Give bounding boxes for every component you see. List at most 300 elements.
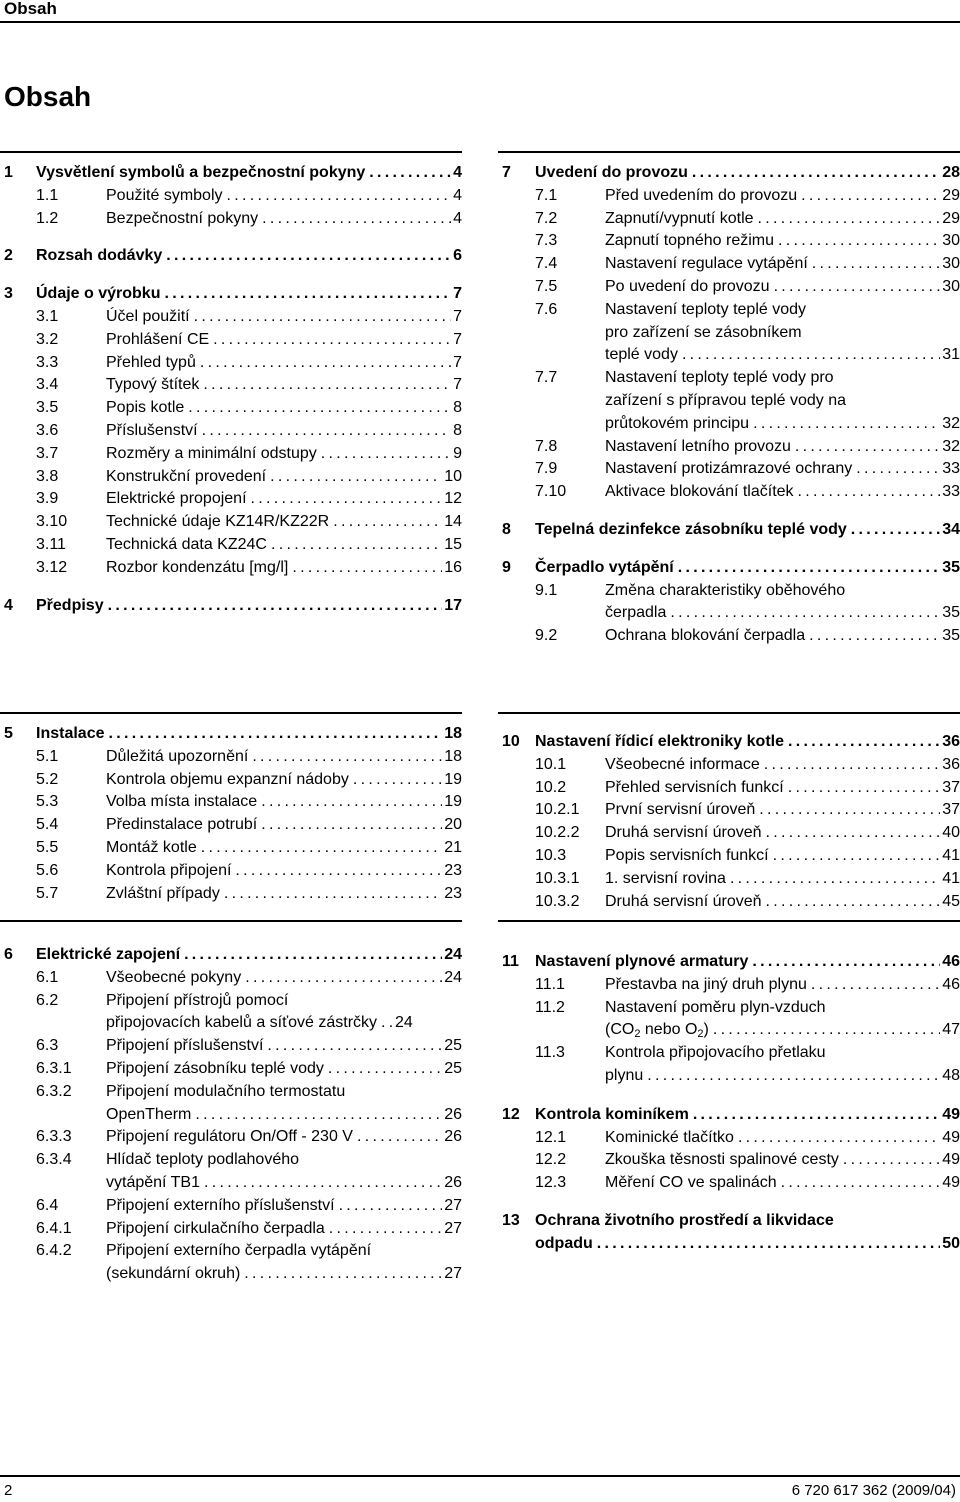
leader-dots <box>196 352 451 375</box>
item-title: Před uvedením do provozu <box>605 186 798 204</box>
item-title: Použité symboly <box>106 186 223 204</box>
toc-section-8[interactable] <box>502 519 960 542</box>
item-number: 3.5 <box>36 399 59 417</box>
page-number: 4 <box>453 209 462 227</box>
section-number: 8 <box>502 520 511 538</box>
item-number: 5.4 <box>36 816 59 834</box>
item-number: 10.3 <box>535 846 567 864</box>
section-title: Vysvětlení symbolů a bezpečnostní pokyny <box>36 164 366 181</box>
leader-dots <box>839 1149 940 1172</box>
section-number: 6 <box>4 946 13 963</box>
item-title: Kontrola objemu expanzní nádoby <box>106 770 349 788</box>
item-title-line: Změna charakteristiky oběhového <box>605 581 846 599</box>
page-number: 27 <box>444 1265 462 1283</box>
toc-item[interactable] <box>4 374 462 397</box>
item-title-line: Kontrola připojovacího přetlaku <box>605 1044 826 1062</box>
item-number: 10.1 <box>535 755 567 773</box>
divider <box>0 712 462 714</box>
leader-dots <box>365 162 451 185</box>
toc-item[interactable] <box>502 230 960 253</box>
item-number: 3.3 <box>36 353 59 371</box>
page-number: 23 <box>444 861 462 879</box>
item-number: 3.10 <box>36 513 68 531</box>
formula-text: ) <box>703 1021 709 1039</box>
page-number: 37 <box>942 778 960 796</box>
leader-dots <box>593 1233 940 1256</box>
page-number: 21 <box>444 838 462 856</box>
leader-dots <box>760 754 940 777</box>
section-number: 11 <box>502 953 519 970</box>
item-number: 12.3 <box>535 1174 567 1192</box>
item-number: 1.1 <box>36 186 59 204</box>
toc-section-2[interactable] <box>4 245 462 268</box>
toc-item[interactable] <box>502 845 960 868</box>
leader-dots <box>726 868 940 891</box>
leader-dots <box>317 443 451 466</box>
toc-item[interactable] <box>502 458 960 481</box>
item-number: 5.5 <box>36 838 59 856</box>
leader-dots <box>666 602 940 625</box>
toc-left-block-1 <box>4 162 462 617</box>
leader-dots <box>241 967 442 990</box>
page-number: 4 <box>453 164 462 181</box>
toc-right-block-2 <box>502 731 960 913</box>
toc-section-10[interactable] <box>502 731 960 754</box>
item-title: Zvláštní případy <box>106 884 220 902</box>
page-number: 24 <box>395 1014 413 1032</box>
page-number: 23 <box>444 884 462 902</box>
page-number: 7 <box>453 307 462 325</box>
toc-item-multiline[interactable] <box>4 1240 462 1286</box>
toc-item[interactable] <box>4 814 462 837</box>
page-number: 8 <box>453 399 462 417</box>
item-title: Kominické tlačítko <box>605 1128 734 1146</box>
toc-item[interactable] <box>502 868 960 891</box>
page-number: 36 <box>942 755 960 773</box>
item-title: Připojení cirkulačního čerpadla <box>106 1219 325 1237</box>
item-number: 7.4 <box>535 255 558 273</box>
item-number: 10.2.2 <box>535 824 580 842</box>
item-title: vytápění TB1 <box>106 1173 200 1191</box>
footer-page-number: 2 <box>4 1482 13 1499</box>
toc-item[interactable] <box>4 534 462 557</box>
toc-item[interactable] <box>502 1172 960 1195</box>
item-title <box>605 1019 709 1042</box>
leader-dots <box>263 1035 442 1058</box>
item-number: 12.2 <box>535 1151 567 1169</box>
page-number: 7 <box>453 285 462 303</box>
page-number: 35 <box>942 558 960 576</box>
toc-section-1[interactable] <box>4 162 462 185</box>
toc-item[interactable] <box>4 746 462 769</box>
item-title: Zapnutí topného režimu <box>605 232 774 250</box>
item-title: Připojení příslušenství <box>106 1037 264 1055</box>
toc-item[interactable] <box>4 208 462 231</box>
page-number: 34 <box>942 520 960 538</box>
toc-item[interactable] <box>502 185 960 208</box>
item-title: Technická data KZ24C <box>106 535 267 553</box>
leader-dots <box>674 557 941 580</box>
leader-dots <box>377 1012 393 1035</box>
page-number: 49 <box>942 1128 960 1146</box>
page-number: 24 <box>444 968 462 986</box>
page-number: 24 <box>444 946 462 963</box>
toc-item-multiline[interactable] <box>502 997 960 1043</box>
page-number: 30 <box>942 255 960 273</box>
item-number: 3.8 <box>36 467 59 485</box>
item-title: Kontrola připojení <box>106 861 232 879</box>
item-title: Nastavení letního provozu <box>605 437 791 455</box>
item-number: 10.3.1 <box>535 869 580 887</box>
item-title: První servisní úroveň <box>605 801 756 819</box>
item-number: 5.3 <box>36 793 59 811</box>
page-number: 9 <box>453 444 462 462</box>
toc-left-block-2 <box>4 723 462 905</box>
item-number: 7.10 <box>535 483 567 501</box>
page-number: 18 <box>444 725 462 742</box>
toc-item[interactable] <box>4 769 462 792</box>
leader-dots <box>774 230 940 253</box>
leader-dots <box>797 185 940 208</box>
leader-dots <box>248 746 442 769</box>
item-title: Připojení zásobníku teplé vody <box>106 1059 324 1077</box>
section-title: Elektrické zapojení <box>36 946 181 963</box>
section-number: 3 <box>4 285 13 303</box>
leader-dots <box>162 245 451 268</box>
item-title-line: Připojení modulačního termostatu <box>106 1082 346 1100</box>
item-title: Předinstalace potrubí <box>106 816 258 834</box>
toc-section-11[interactable] <box>502 951 960 974</box>
item-number: 7.1 <box>535 186 558 204</box>
toc-item[interactable] <box>502 974 960 997</box>
toc-right-block-3 <box>502 951 960 1256</box>
page-number: 46 <box>942 975 960 993</box>
toc-item[interactable] <box>4 397 462 420</box>
item-number: 5.1 <box>36 747 59 765</box>
toc-item[interactable] <box>4 488 462 511</box>
toc-section-12[interactable] <box>502 1104 960 1127</box>
footer-rule <box>0 1475 960 1477</box>
toc-item[interactable] <box>502 1149 960 1172</box>
item-title: Zapnutí/vypnutí kotle <box>605 209 754 227</box>
divider <box>498 920 960 922</box>
item-title: Důležitá upozornění <box>106 747 249 765</box>
item-title: Rozměry a minimální odstupy <box>106 444 317 462</box>
divider <box>0 151 462 153</box>
toc-item-multiline[interactable] <box>502 1042 960 1088</box>
page-number: 20 <box>444 816 462 834</box>
section-title: Tepelná dezinfekce zásobníku teplé vody <box>535 520 847 538</box>
section-title: odpadu <box>535 1234 593 1252</box>
item-number: 11.2 <box>535 998 565 1016</box>
leader-dots <box>191 1104 442 1127</box>
page-number: 6 <box>453 247 462 265</box>
page-number: 26 <box>444 1173 462 1191</box>
toc-item[interactable] <box>4 883 462 906</box>
toc-item[interactable] <box>4 420 462 443</box>
leader-dots <box>784 777 940 800</box>
item-number: 10.2.1 <box>535 801 580 819</box>
item-title-line: pro zařízení se zásobníkem <box>605 323 802 341</box>
toc-item[interactable] <box>4 1035 462 1058</box>
leader-dots <box>755 799 940 822</box>
item-title: Montáž kotle <box>106 838 197 856</box>
leader-dots <box>209 329 451 352</box>
item-number: 10.2 <box>535 778 567 796</box>
page-number: 7 <box>453 376 462 394</box>
item-number: 3.9 <box>36 490 59 508</box>
toc-item-multiline[interactable] <box>4 1149 462 1195</box>
item-number: 6.1 <box>36 968 59 986</box>
page-number: 10 <box>444 467 462 485</box>
leader-dots <box>197 837 442 860</box>
subscript: 2 <box>697 1028 704 1041</box>
divider <box>498 712 960 714</box>
toc-section-13[interactable] <box>502 1210 960 1256</box>
page-number: 15 <box>444 535 462 553</box>
toc-item[interactable] <box>4 967 462 990</box>
item-title: připojovacích kabelů a síťové zástrčky <box>106 1014 378 1032</box>
item-title: Měření CO ve spalinách <box>605 1174 777 1192</box>
divider <box>0 920 462 922</box>
page-number: 49 <box>942 1151 960 1169</box>
item-number: 11.1 <box>535 975 565 993</box>
toc-item[interactable] <box>4 185 462 208</box>
page-number: 41 <box>942 869 960 887</box>
page-number: 41 <box>942 846 960 864</box>
item-title: Volba místa instalace <box>106 793 258 811</box>
leader-dots <box>805 625 940 648</box>
item-number: 5.2 <box>36 770 59 788</box>
leader-dots <box>749 413 940 436</box>
page-number: 27 <box>444 1219 462 1237</box>
item-title: Druhá servisní úroveň <box>605 824 762 842</box>
item-title-line: Připojení externího čerpadla vytápění <box>106 1242 372 1260</box>
toc-item-multiline[interactable] <box>502 580 960 626</box>
toc-item[interactable] <box>4 306 462 329</box>
item-number: 11.3 <box>535 1044 565 1062</box>
page-number: 48 <box>942 1066 960 1084</box>
section-title: Kontrola kominíkem <box>535 1105 689 1123</box>
item-title: plynu <box>605 1066 644 1084</box>
item-number: 6.3.4 <box>36 1151 72 1169</box>
page-number: 36 <box>942 733 960 750</box>
section-title: Nastavení plynové armatury <box>535 953 749 970</box>
page-number: 16 <box>444 558 462 576</box>
item-title: Technické údaje KZ14R/KZ22R <box>106 513 330 531</box>
item-title: Přestavba na jiný druh plynu <box>605 975 807 993</box>
leader-dots <box>240 1263 442 1286</box>
section-number: 13 <box>502 1211 520 1229</box>
toc-item[interactable] <box>4 837 462 860</box>
leader-dots <box>794 481 941 504</box>
item-title: Připojení regulátoru On/Off - 230 V <box>106 1128 353 1146</box>
leader-dots <box>266 466 442 489</box>
leader-dots <box>247 488 443 511</box>
page-number: 7 <box>453 353 462 371</box>
toc-item[interactable] <box>4 1218 462 1241</box>
toc-section-4[interactable] <box>4 595 462 618</box>
item-title: (sekundární okruh) <box>106 1265 241 1283</box>
leader-dots <box>762 822 941 845</box>
page-number: 30 <box>942 277 960 295</box>
section-title: Nastavení řídicí elektroniky kotle <box>535 733 784 750</box>
item-title: Prohlášení CE <box>106 330 210 348</box>
section-title: Instalace <box>36 725 105 742</box>
formula-text: (CO <box>605 1021 635 1039</box>
leader-dots <box>104 723 442 746</box>
toc-item[interactable] <box>502 253 960 276</box>
leader-dots <box>288 557 442 580</box>
item-title-line: Připojení přístrojů pomocí <box>106 991 289 1009</box>
leader-dots <box>104 595 443 618</box>
section-number: 12 <box>502 1105 520 1123</box>
leader-dots <box>200 1172 442 1195</box>
item-number: 6.2 <box>36 991 59 1009</box>
item-title-line: Nastavení teploty teplé vody pro <box>605 369 834 387</box>
leader-dots <box>678 344 940 367</box>
item-number: 7.2 <box>535 209 558 227</box>
leader-dots <box>688 162 940 185</box>
toc-item-multiline[interactable] <box>502 299 960 367</box>
item-title: 1. servisní rovina <box>605 869 726 887</box>
item-title: Popis servisních funkcí <box>605 846 769 864</box>
item-title: Konstrukční provedení <box>106 467 267 485</box>
item-number: 7.7 <box>535 369 558 387</box>
item-number: 1.2 <box>36 209 59 227</box>
toc-item[interactable] <box>4 791 462 814</box>
toc-section-5[interactable] <box>4 723 462 746</box>
item-number: 3.1 <box>36 307 59 325</box>
toc-item[interactable] <box>502 1127 960 1150</box>
page-number: 25 <box>444 1059 462 1077</box>
toc-item[interactable] <box>502 481 960 504</box>
section-title: Předpisy <box>36 596 104 614</box>
item-title: Účel použití <box>106 307 190 325</box>
leader-dots <box>325 1218 442 1241</box>
page-number: 19 <box>444 793 462 811</box>
toc-item[interactable] <box>502 276 960 299</box>
leader-dots <box>190 306 452 329</box>
page-number: 25 <box>444 1037 462 1055</box>
page-number: 17 <box>444 596 462 614</box>
page-number: 35 <box>942 604 960 622</box>
toc-item[interactable] <box>4 1126 462 1149</box>
item-number: 6.3 <box>36 1037 59 1055</box>
toc-section-7[interactable] <box>502 162 960 185</box>
leader-dots <box>762 891 941 914</box>
page-number: 40 <box>942 824 960 842</box>
section-title: Rozsah dodávky <box>36 247 163 265</box>
page-number: 32 <box>942 437 960 455</box>
page-number: 19 <box>444 770 462 788</box>
item-title-line: Nastavení teploty teplé vody <box>605 300 807 318</box>
toc-item[interactable] <box>502 625 960 648</box>
toc-item[interactable] <box>502 777 960 800</box>
item-number: 9.1 <box>535 581 558 599</box>
toc-item[interactable] <box>4 443 462 466</box>
toc-item[interactable] <box>502 891 960 914</box>
toc-item[interactable] <box>4 511 462 534</box>
page-number: 14 <box>444 513 462 531</box>
toc-item[interactable] <box>502 436 960 459</box>
section-number: 4 <box>4 596 13 614</box>
item-title: OpenTherm <box>106 1105 192 1123</box>
toc-item-multiline[interactable] <box>502 367 960 435</box>
header-rule <box>0 21 960 23</box>
item-number: 7.9 <box>535 460 558 478</box>
leader-dots <box>184 397 451 420</box>
page-number: 7 <box>453 330 462 348</box>
item-title: čerpadla <box>605 604 667 622</box>
leader-dots <box>777 1172 941 1195</box>
toc-item[interactable] <box>4 557 462 580</box>
section-number: 9 <box>502 558 511 576</box>
toc-item[interactable] <box>4 466 462 489</box>
item-title: Rozbor kondenzátu [mg/l] <box>106 558 289 576</box>
leader-dots <box>267 534 442 557</box>
item-title: Nastavení regulace vytápění <box>605 255 808 273</box>
page-number: 32 <box>942 414 960 432</box>
item-title-line: zařízení s přípravou teplé vody na <box>605 391 847 409</box>
toc-item-multiline[interactable] <box>4 990 462 1036</box>
item-number: 5.7 <box>36 884 59 902</box>
item-title: Druhá servisní úroveň <box>605 892 762 910</box>
divider <box>498 151 960 153</box>
toc-item[interactable] <box>4 1195 462 1218</box>
toc-item[interactable] <box>502 822 960 845</box>
page-number: 12 <box>444 490 462 508</box>
leader-dots <box>231 860 442 883</box>
toc-item[interactable] <box>4 329 462 352</box>
toc-item[interactable] <box>4 352 462 375</box>
leader-dots <box>808 253 940 276</box>
section-title: Uvedení do provozu <box>535 164 688 181</box>
leader-dots <box>329 511 442 534</box>
page-title: Obsah <box>4 81 92 112</box>
toc-section-9[interactable] <box>502 557 960 580</box>
leader-dots <box>258 208 451 231</box>
toc-section-3[interactable] <box>4 283 462 306</box>
toc-section-6[interactable] <box>4 944 462 967</box>
item-title: Přehled typů <box>106 353 196 371</box>
item-title: Přehled servisních funkcí <box>605 778 784 796</box>
toc-item[interactable] <box>4 1058 462 1081</box>
item-number: 6.4.1 <box>36 1219 72 1237</box>
item-title: Bezpečnostní pokyny <box>106 209 259 227</box>
toc-item[interactable] <box>502 208 960 231</box>
item-title: průtokovém principu <box>605 414 750 432</box>
leader-dots <box>754 208 941 231</box>
page-number: 45 <box>942 892 960 910</box>
toc-item[interactable] <box>502 799 960 822</box>
page-number: 28 <box>942 164 960 181</box>
page-number: 18 <box>444 747 462 765</box>
item-number: 6.3.1 <box>36 1059 72 1077</box>
section-title: Údaje o výrobku <box>36 285 161 303</box>
page-number: 33 <box>942 483 960 501</box>
toc-item-multiline[interactable] <box>4 1081 462 1127</box>
section-number: 2 <box>4 247 13 265</box>
leader-dots <box>353 1126 442 1149</box>
item-number: 3.4 <box>36 376 59 394</box>
item-title-line: Hlídač teploty podlahového <box>106 1151 300 1169</box>
toc-item[interactable] <box>4 860 462 883</box>
page-number: 37 <box>942 801 960 819</box>
leader-dots <box>257 814 442 837</box>
page-number: 31 <box>942 346 960 364</box>
toc-item[interactable] <box>502 754 960 777</box>
